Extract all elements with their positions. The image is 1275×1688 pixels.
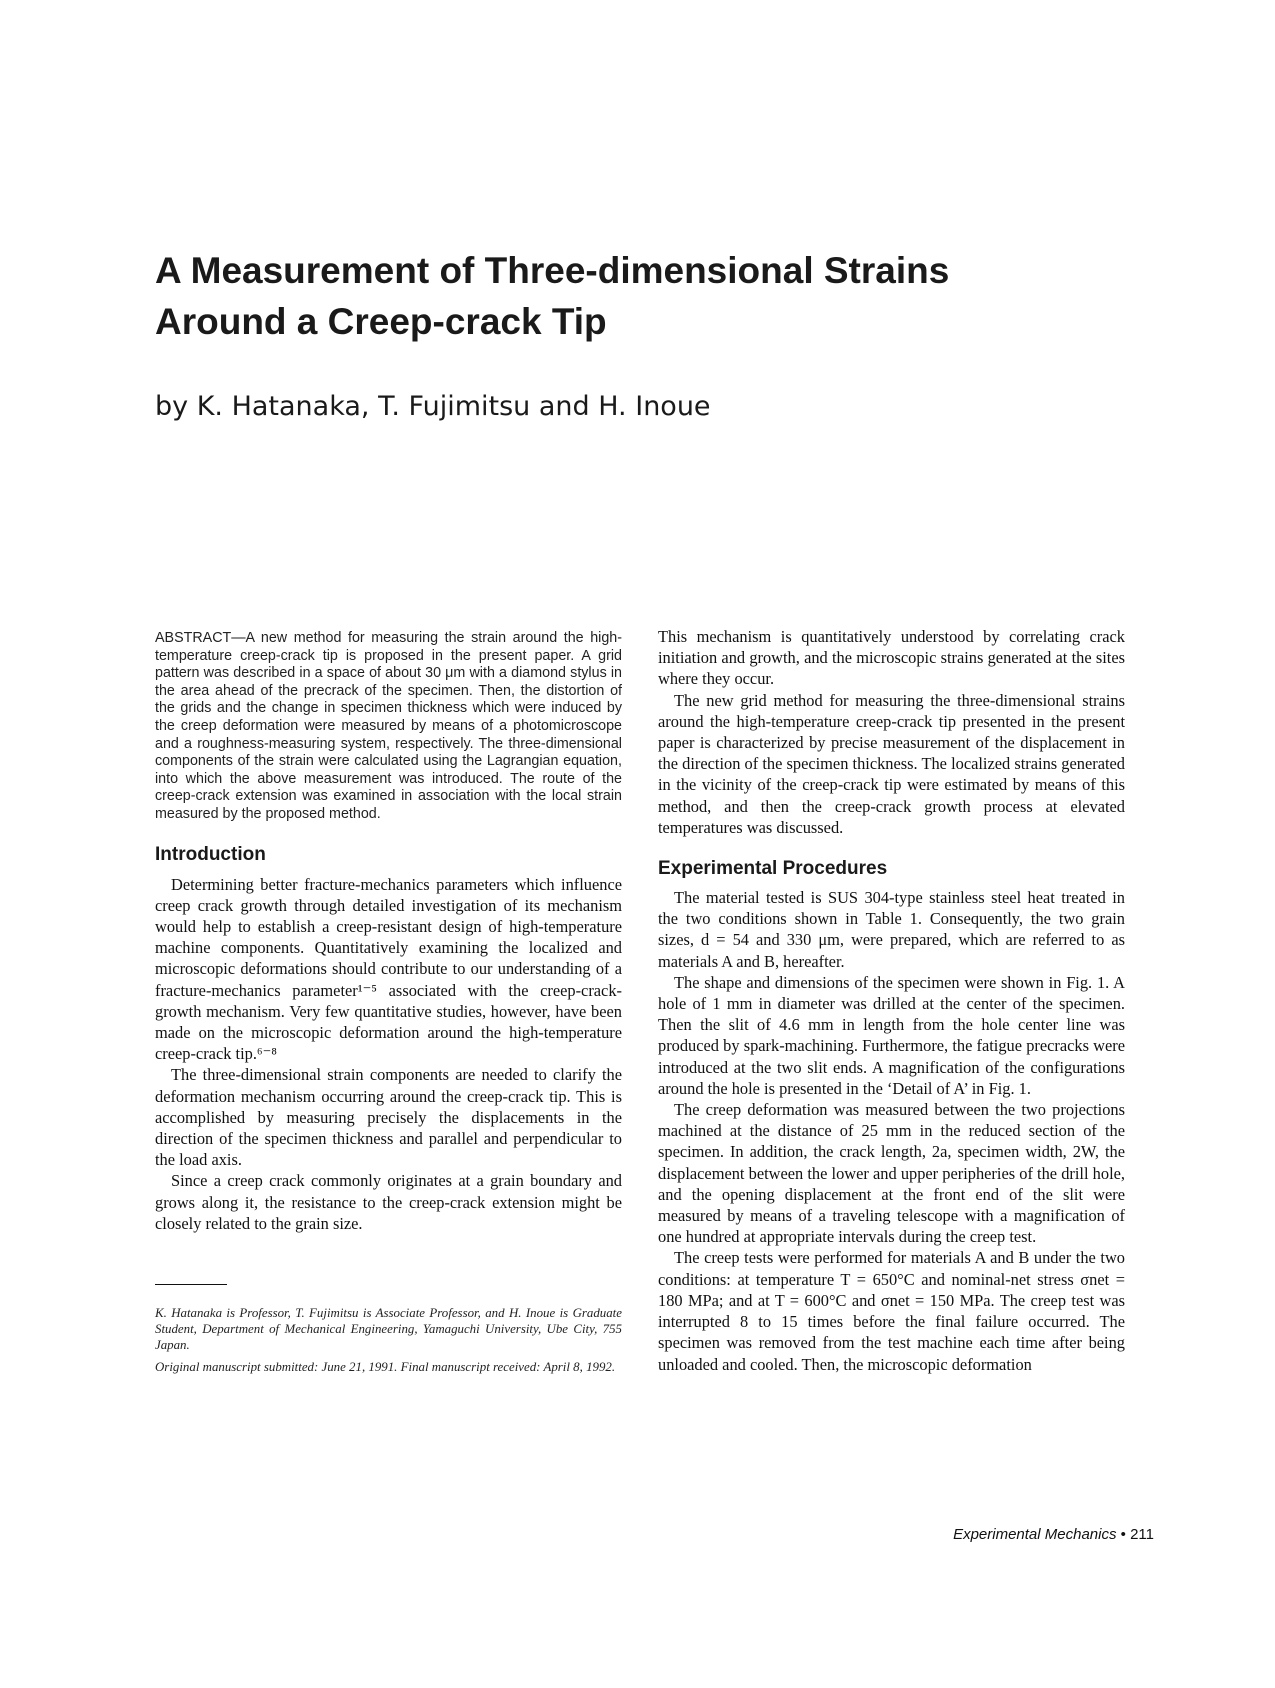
page-number: 211 (1130, 1526, 1154, 1543)
introduction-paragraph-2: The three-dimensional strain components are needed to clarify the deformation mechanism occurring around the creep-crack tip. This is accomplished by measuring precisely the displacements in the direction of the specimen thickness and parallel and perpendicular to the load axis. (155, 1065, 622, 1170)
experimental-paragraph-3: The creep deformation was measured between the two projections machined at the distance of 25 mm in the reduced section of the specimen. In addition, the crack length, 2a, specimen width, 2W, the displacement between the lower and upper peripheries of the drill hole, and the opening displacement at the front end of the slit were measured by means of a traveling telescope with a magnification of one hundred at appropriate intervals during the creep test. (658, 1100, 1125, 1247)
footnote-rule (155, 1284, 227, 1285)
experimental-paragraph-4: The creep tests were performed for materials A and B under the two conditions: at temperature T = 650°C and nominal-net stress σnet = 180 MPa; and at T = 600°C and σnet = 150 MPa. The creep test was interrupted 8 to 15 times before the final failure occurred. The specimen was removed from the test machine each time after being unloaded and cooled. Then, the microscopic deformation (658, 1248, 1125, 1374)
footer-bullet: • (1120, 1526, 1126, 1543)
page-footer (953, 1526, 1154, 1543)
manuscript-dates-footnote: Original manuscript submitted: June 21, 1991. Final manuscript received: April 8, 1992. (155, 1359, 616, 1374)
author-affiliation-footnote: K. Hatanaka is Professor, T. Fujimitsu is Associate Professor, and H. Inoue is Graduate Student, Department of Mechanical Engineering, Yamaguchi University, Ube City, 755 Japan. (155, 1305, 622, 1352)
article-title (155, 245, 1155, 347)
experimental-paragraph-1: The material tested is SUS 304-type stainless steel heat treated in the two conditions shown in Table 1. Consequently, the two grain sizes, d = 54 and 330 μm, were prepared, which are referred to as materials A and B, hereafter. (658, 888, 1125, 971)
journal-name: Experimental Mechanics (953, 1526, 1117, 1543)
right-column (658, 626, 1125, 1375)
experimental-procedures-heading: Experimental Procedures (658, 858, 888, 880)
introduction-paragraph-3: Since a creep crack commonly originates at a grain boundary and grows along it, the resistance to the creep-crack extension might be closely related to the grain size. (155, 1171, 622, 1233)
author-byline: by K. Hatanaka, T. Fujimitsu and H. Inoue (155, 391, 711, 422)
introduction-heading: Introduction (155, 843, 266, 865)
right-paragraph-1: This mechanism is quantitatively understood by correlating crack initiation and growth, and the microscopic strains generated at the sites where they occur. (658, 627, 1125, 689)
right-paragraph-2: The new grid method for measuring the three-dimensional strains around the high-temperature creep-crack tip presented in the present paper is characterized by precise measurement of the displacement in the direction of the specimen thickness. The localized strains generated in the vicinity of the creep-crack tip were estimated by means of this method, and then the creep-crack growth process at elevated temperatures was discussed. (658, 690, 1125, 837)
introduction-paragraph-1: Determining better fracture-mechanics parameters which influence creep crack growth through detailed investigation of its mechanism would help to establish a creep-resistant design of high-temperature machine components. Quantitatively examining the localized and microscopic deformations should contribute to our understanding of a fracture-mechanics parameter¹⁻⁵ associated with the creep-crack-growth mechanism. Very few quantitative studies, however, have been made on the microscopic deformation around the high-temperature creep-crack tip.⁶⁻⁸ (155, 874, 622, 1064)
left-column (155, 630, 622, 1375)
abstract: ABSTRACT—A new method for measuring the strain around the high-temperature creep-crack tip is proposed in the present paper. A grid pattern was described in a space of about 30 μm with a diamond stylus in the area ahead of the precrack of the specimen. Then, the distortion of the grids and the change in specimen thickness which were induced by the creep deformation were measured by means of a photomicroscope and a roughness-measuring system, respectively. The three-dimensional components of the strain were calculated using the Lagrangian equation, into which the above measurement was introduced. The route of the creep-crack extension was examined in association with the local strain measured by the proposed method. (155, 630, 622, 822)
experimental-paragraph-2: The shape and dimensions of the specimen were shown in Fig. 1. A hole of 1 mm in diameter was drilled at the center of the specimen. Then the slit of 4.6 mm in length from the hole center line was produced by spark-machining. Furthermore, the fatigue precracks were introduced at the two slit ends. A magnification of the configurations around the hole is presented in the ‘Detail of A’ in Fig. 1. (658, 972, 1125, 1098)
title-line-2: Around a Creep-crack Tip (155, 301, 607, 342)
title-line-1: A Measurement of Three-dimensional Strains (155, 250, 950, 291)
